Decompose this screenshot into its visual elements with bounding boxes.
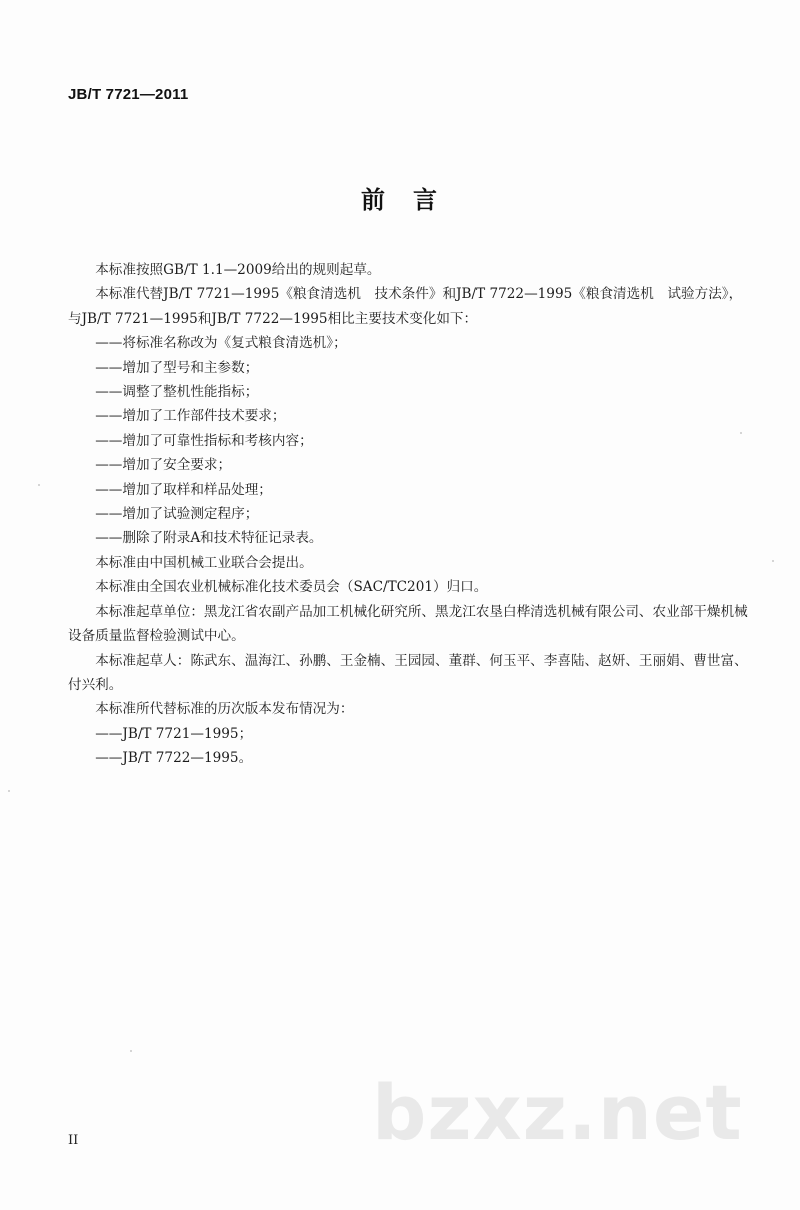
drafting-units-paragraph: 本标准起草单位：黑龙江省农副产品加工机械化研究所、黑龙江农垦白桦清选机械有限公司、农业部干燥机械设备质量监督检验测试中心。 xyxy=(68,603,748,645)
page-number: II xyxy=(68,1133,79,1148)
history-item: ——JB/T 7721—1995； xyxy=(95,725,253,742)
change-item: ——增加了工作部件技术要求； xyxy=(95,408,286,425)
scan-speck xyxy=(38,484,40,486)
history-intro-paragraph: 本标准所代替标准的历次版本发布情况为： xyxy=(95,701,354,718)
foreword-body xyxy=(68,258,750,771)
document-code: JB/T 7721—2011 xyxy=(68,86,189,103)
change-item: ——增加了试验测定程序； xyxy=(95,506,259,523)
history-item: ——JB/T 7722—1995。 xyxy=(95,750,253,767)
change-item: ——增加了安全要求； xyxy=(95,457,232,474)
centralized-by-paragraph: 本标准由全国农业机械标准化技术委员会（SAC/TC201）归口。 xyxy=(95,579,488,596)
scan-speck xyxy=(130,1050,132,1052)
drafting-rule-paragraph: 本标准按照GB/T 1.1—2009给出的规则起草。 xyxy=(95,262,381,278)
change-item: ——调整了整机性能指标； xyxy=(95,384,259,401)
replacement-paragraph: 本标准代替JB/T 7721—1995《粮食清选机 技术条件》和JB/T 7722—1995《粮食清选机 试验方法》，与JB/T 7721—1995和JB/T 7722—1995相比主要技术变化如下： xyxy=(68,286,743,327)
change-item: ——增加了型号和主参数； xyxy=(95,359,259,376)
scan-speck xyxy=(772,560,774,562)
scan-speck xyxy=(740,432,742,434)
page-title: 前 言 xyxy=(361,186,439,214)
watermark: bzxz.net xyxy=(372,1068,743,1157)
change-item: ——将标准名称改为《复式粮食清选机》； xyxy=(95,335,347,352)
proposed-by-paragraph: 本标准由中国机械工业联合会提出。 xyxy=(95,554,313,571)
scan-speck xyxy=(8,790,10,792)
drafters-paragraph: 本标准起草人：陈武东、温海江、孙鹏、王金楠、王园园、董群、何玉平、李喜陆、赵妍、王丽娟、曹世富、付兴利。 xyxy=(68,652,748,693)
change-item: ——删除了附录A和技术特征记录表。 xyxy=(95,530,323,547)
change-item: ——增加了可靠性指标和考核内容； xyxy=(95,432,313,449)
change-item: ——增加了取样和样品处理； xyxy=(95,481,272,498)
